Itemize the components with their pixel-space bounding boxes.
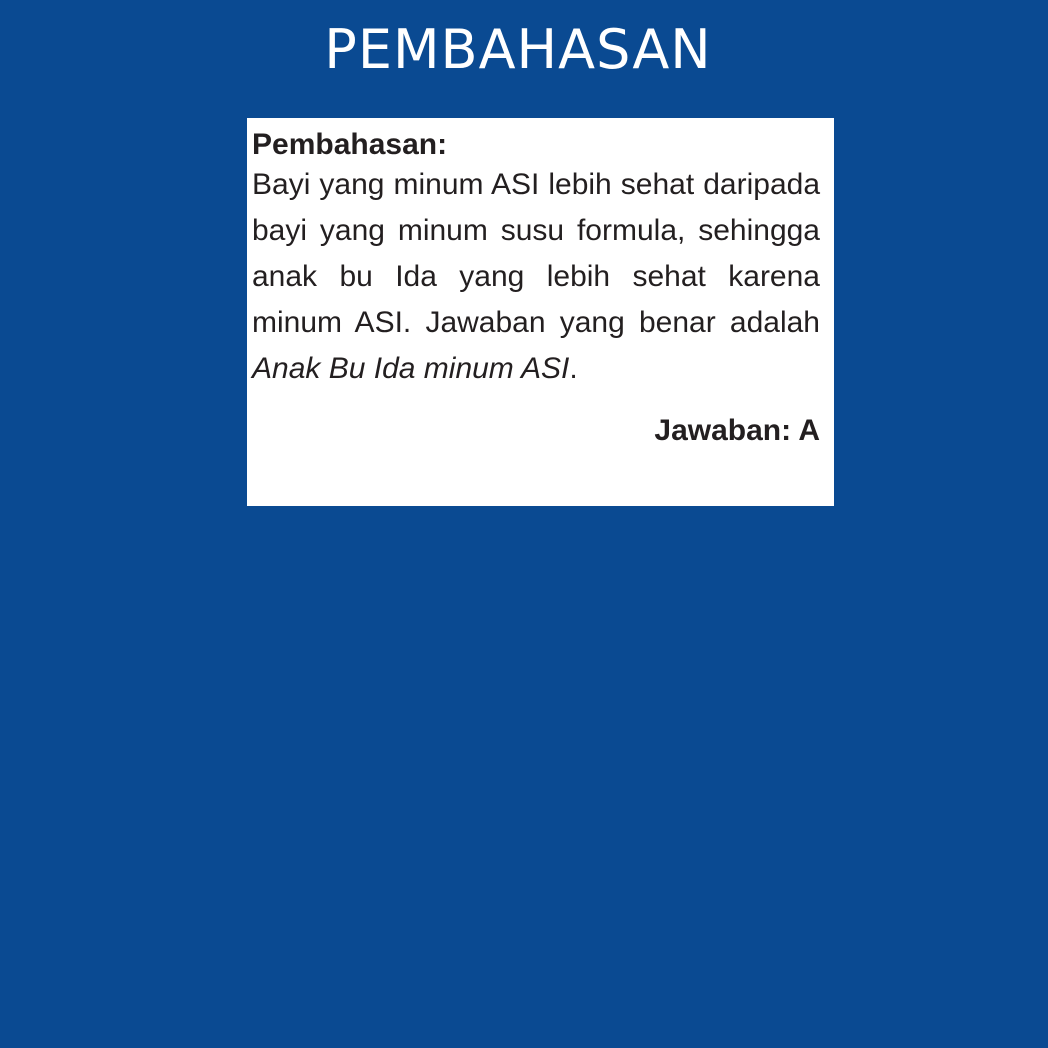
explanation-text: Bayi yang minum ASI lebih sehat daripada bayi yang minum susu formula, sehingga anak bu Ida yang lebih sehat karena minum ASI. Jawaban yang benar adalah bbox=[252, 168, 820, 339]
page-title: PEMBAHASAN bbox=[324, 18, 712, 81]
explanation-heading: Pembahasan: bbox=[252, 128, 448, 161]
explanation-card bbox=[247, 118, 834, 506]
correct-answer-text: Anak Bu Ida minum ASI bbox=[252, 352, 570, 385]
answer-label: Jawaban: A bbox=[654, 414, 820, 447]
explanation-period: . bbox=[569, 352, 578, 385]
explanation-body bbox=[252, 162, 820, 392]
